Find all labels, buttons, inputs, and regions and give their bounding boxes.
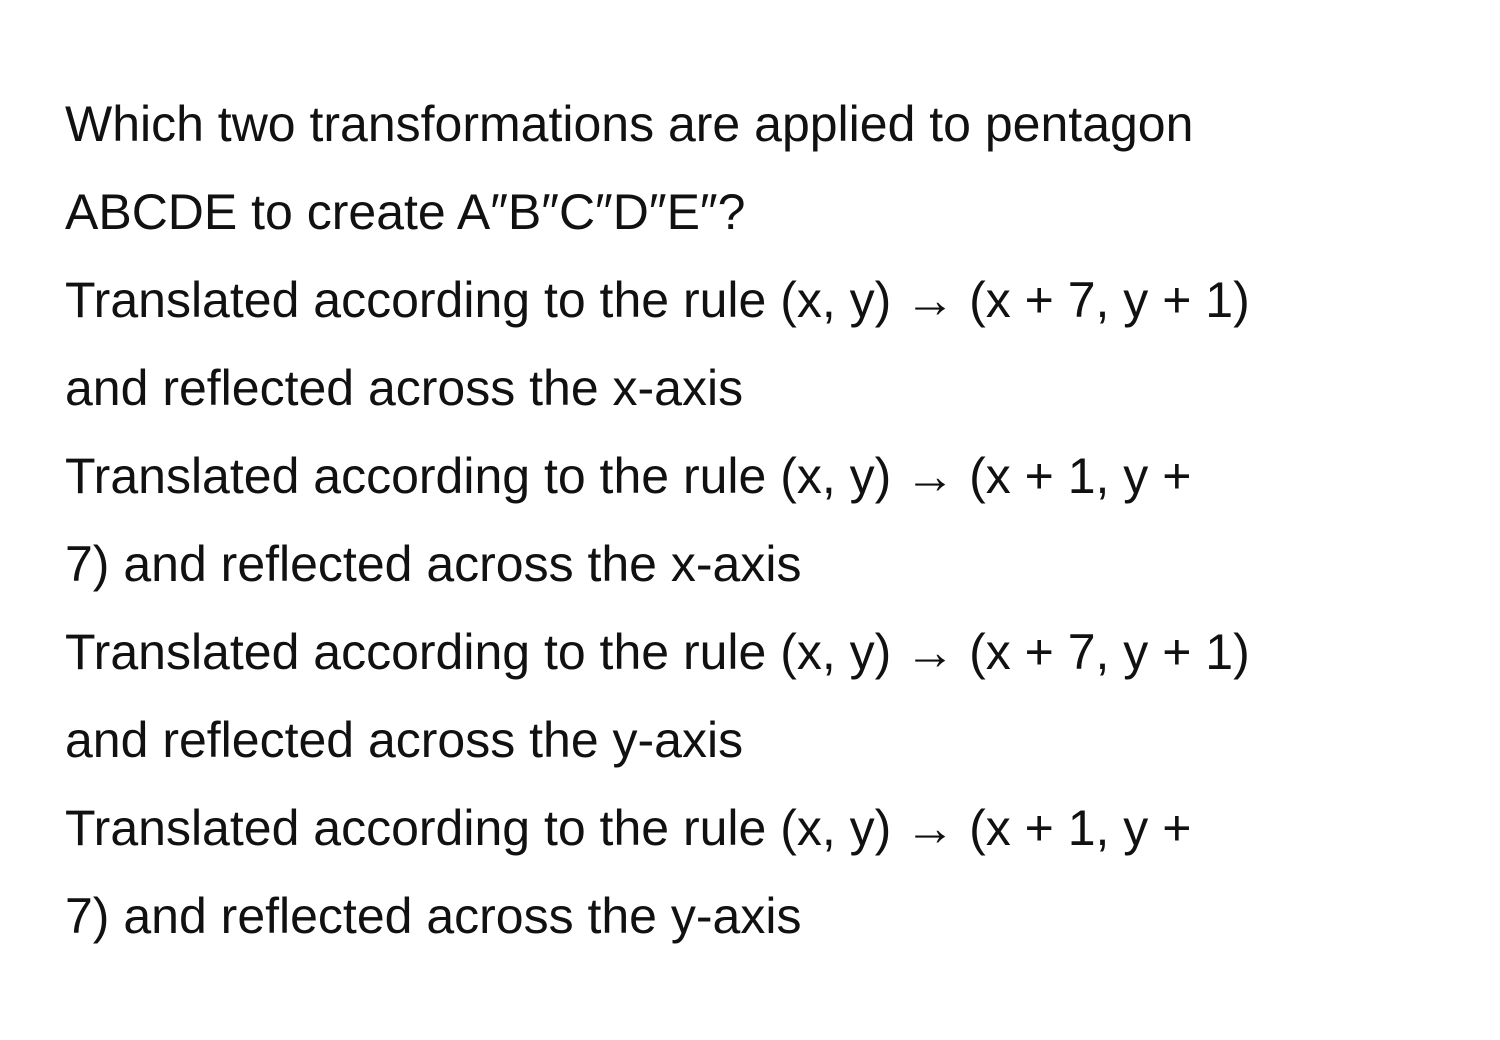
option-3-line-1: Translated according to the rule (x, y) → (x + 7, y + 1)	[65, 624, 1250, 680]
option-2-line-2: 7) and reflected across the x-axis	[65, 536, 802, 592]
option-1-line-2: and reflected across the x-axis	[65, 360, 744, 416]
option-1-line-1: Translated according to the rule (x, y) → (x + 7, y + 1)	[65, 272, 1250, 328]
option-3-line-2: and reflected across the y-axis	[65, 712, 744, 768]
answer-option-2[interactable]	[65, 432, 1465, 608]
answer-option-4[interactable]	[65, 784, 1465, 960]
option-2-line-1: Translated according to the rule (x, y) → (x + 1, y +	[65, 448, 1192, 504]
question-line-2: ABCDE to create A″B″C″D″E″?	[65, 184, 746, 240]
option-4-line-1: Translated according to the rule (x, y) → (x + 1, y +	[65, 800, 1192, 856]
answer-option-1[interactable]	[65, 256, 1465, 432]
question-document	[65, 80, 1465, 960]
option-4-line-2: 7) and reflected across the y-axis	[65, 888, 802, 944]
question-text	[65, 80, 1465, 256]
question-line-1: Which two transformations are applied to pentagon	[65, 96, 1194, 152]
answer-option-3[interactable]	[65, 608, 1465, 784]
